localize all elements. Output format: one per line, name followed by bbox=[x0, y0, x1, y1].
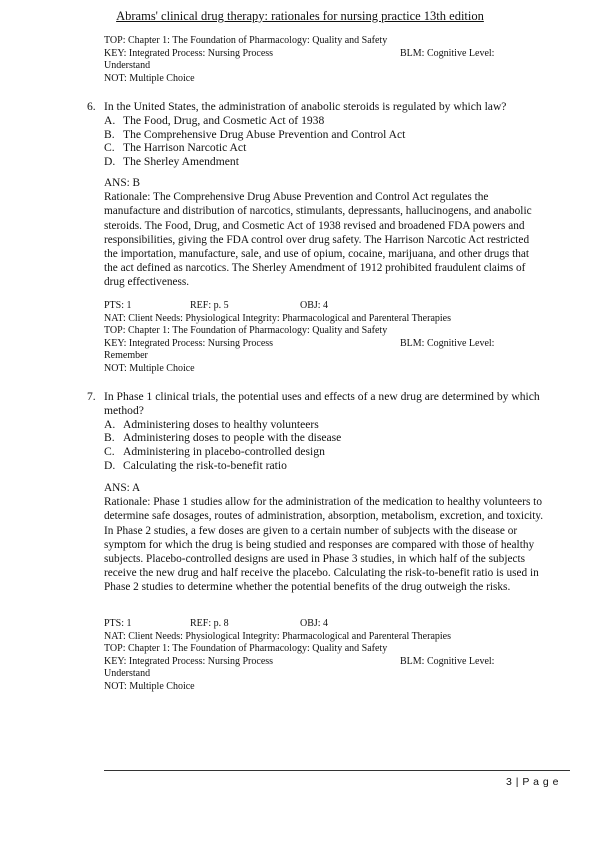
blm-value: Understand bbox=[104, 668, 151, 679]
choice-c bbox=[104, 141, 547, 155]
answer-key: ANS: A bbox=[104, 482, 141, 494]
pts-line bbox=[104, 300, 544, 313]
blm-value: Understand bbox=[104, 60, 151, 71]
question-stem: In the United States, the administration of anabolic steroids is regulated by which law? bbox=[104, 100, 507, 113]
not-line: NOT: Multiple Choice bbox=[104, 362, 195, 374]
not-line: NOT: Multiple Choice bbox=[104, 72, 195, 84]
choice-letter: B. bbox=[104, 431, 115, 445]
key-line bbox=[104, 656, 544, 669]
choice-letter: C. bbox=[104, 445, 115, 459]
pts-label: PTS: 1 bbox=[104, 618, 132, 629]
pts-label: PTS: 1 bbox=[104, 300, 132, 311]
choice-b bbox=[104, 431, 547, 445]
answer-block-7 bbox=[104, 481, 544, 595]
question-number: 7. bbox=[87, 390, 96, 403]
footer-divider bbox=[104, 770, 570, 771]
rationale-text: Rationale: Phase 1 studies allow for the administration of the medication to healthy volunteers to determine safe dosages, routes of administration, absorption, metabolism, excretion, and toxicity. In Phase 2 studies, a few doses are given to a certain number of subjects with the disease or symptom for which the drug is being studied and responses are compared with those of healthy subjects. Placebo-controlled designs are used in Phase 3 studies, in which half of the subjects receive the new drug and half receive the placebo. Calculating the risk-to-benefit ratio is used in Phase 2 studies to determine whether the potential benefits of the drug outweigh the risks. bbox=[104, 496, 544, 594]
page-number: 3 | P a g e bbox=[506, 776, 559, 788]
choice-text: The Harrison Narcotic Act bbox=[123, 141, 247, 155]
question-7 bbox=[87, 390, 547, 473]
document-title: Abrams' clinical drug therapy: rationales for nursing practice 13th edition bbox=[116, 9, 484, 23]
choice-a bbox=[104, 418, 547, 432]
key-label: KEY: Integrated Process: Nursing Process bbox=[104, 47, 274, 59]
topic-line: TOP: Chapter 1: The Foundation of Pharmacology: Quality and Safety bbox=[104, 643, 388, 654]
pts-line bbox=[104, 618, 544, 631]
not-line: NOT: Multiple Choice bbox=[104, 680, 195, 692]
question-6 bbox=[87, 100, 547, 169]
choice-letter: D. bbox=[104, 155, 116, 169]
choice-letter: A. bbox=[104, 113, 116, 127]
obj-label: OBJ: 4 bbox=[300, 300, 329, 311]
blm-label: BLM: Cognitive Level: bbox=[400, 47, 495, 59]
question-number: 6. bbox=[87, 100, 96, 113]
topic-line: TOP: Chapter 1: The Foundation of Pharmacology: Quality and Safety bbox=[104, 325, 388, 336]
choice-letter: D. bbox=[104, 458, 116, 472]
ref-label: REF: p. 5 bbox=[190, 300, 229, 311]
choice-list bbox=[104, 418, 547, 473]
blm-label: BLM: Cognitive Level: bbox=[400, 337, 495, 349]
answer-block-6 bbox=[104, 176, 544, 290]
choice-c bbox=[104, 445, 547, 459]
question-7-metadata bbox=[104, 618, 544, 693]
choice-d bbox=[104, 155, 547, 169]
choice-text: The Sherley Amendment bbox=[123, 155, 239, 169]
blm-label: BLM: Cognitive Level: bbox=[400, 655, 495, 667]
nat-line: NAT: Client Needs: Physiological Integrity: Pharmacological and Parenteral Therapies bbox=[104, 630, 452, 642]
choice-letter: A. bbox=[104, 417, 116, 431]
obj-label: OBJ: 4 bbox=[300, 618, 329, 629]
key-line bbox=[104, 338, 544, 351]
rationale-text: Rationale: The Comprehensive Drug Abuse Prevention and Control Act regulates the manufacture and distribution of narcotics, stimulants, depressants, hallucinogens, and anabolic steroids. The Food, Drug, and Cosmetic Act of 1938 revised and broadened FDA powers and responsibilities, giving the FDA control over drug safety. The Harrison Narcotic Act restricted the importation, manufacture, sale, and use of opium, cocaine, marijuana, and other drugs that the act defined as narcotics. The Sherley Amendment of 1912 prohibited fraudulent claims of drug effectiveness. bbox=[104, 191, 532, 289]
choice-text: Administering doses to healthy volunteers bbox=[123, 417, 319, 431]
choice-b bbox=[104, 128, 547, 142]
choice-text: Administering in placebo-controlled design bbox=[123, 445, 325, 459]
choice-text: Administering doses to people with the disease bbox=[123, 431, 342, 445]
question-6-metadata bbox=[104, 300, 544, 375]
nat-line: NAT: Client Needs: Physiological Integrity: Pharmacological and Parenteral Therapies bbox=[104, 312, 452, 324]
prev-question-metadata bbox=[104, 35, 544, 85]
choice-text: The Food, Drug, and Cosmetic Act of 1938 bbox=[123, 113, 325, 127]
choice-letter: B. bbox=[104, 127, 115, 141]
ref-label: REF: p. 8 bbox=[190, 618, 229, 629]
topic-line: TOP: Chapter 1: The Foundation of Pharmacology: Quality and Safety bbox=[104, 35, 388, 46]
choice-a bbox=[104, 114, 547, 128]
key-line bbox=[104, 48, 544, 61]
blm-value: Remember bbox=[104, 350, 148, 361]
key-label: KEY: Integrated Process: Nursing Process bbox=[104, 337, 274, 349]
choice-text: The Comprehensive Drug Abuse Prevention and Control Act bbox=[123, 127, 406, 141]
question-stem: In Phase 1 clinical trials, the potential uses and effects of a new drug are determined by which method? bbox=[104, 390, 540, 417]
choice-text: Calculating the risk-to-benefit ratio bbox=[123, 458, 287, 472]
choice-list bbox=[104, 114, 547, 169]
answer-key: ANS: B bbox=[104, 177, 141, 189]
choice-d bbox=[104, 459, 547, 473]
key-label: KEY: Integrated Process: Nursing Process bbox=[104, 655, 274, 667]
choice-letter: C. bbox=[104, 141, 115, 155]
